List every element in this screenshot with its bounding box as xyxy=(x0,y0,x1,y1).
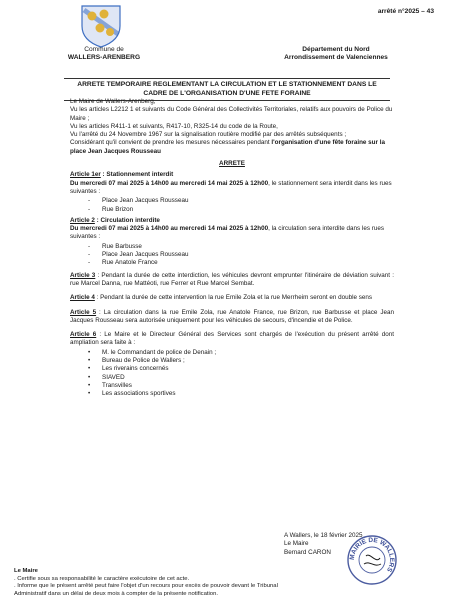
article-2-street-list xyxy=(70,243,394,268)
footer-line-1: . Certifie sous sa responsabilité le caractère exécutoire de cet acte. xyxy=(14,575,190,582)
article-3 xyxy=(70,272,394,289)
preamble-considering-text: Considérant qu'il convient de prendre les mesures nécessaires pendant xyxy=(70,139,272,147)
list-item: • Bureau de Police de Wallers ; xyxy=(88,357,394,365)
commune-label: Commune de xyxy=(84,46,124,53)
preamble-considering-bold: l'organisation d'une fête foraine sur la place Jean Jacques Rousseau xyxy=(70,139,385,155)
article-1-heading xyxy=(70,171,394,179)
list-item: • Les associations sportives xyxy=(88,390,394,398)
preamble-mayor: Le Maire de Wallers-Arenberg, xyxy=(70,98,156,105)
department-name: Département du Nord xyxy=(302,46,370,53)
preamble-arrete-1967: Vu l'arrêté du 24 Novembre 1967 sur la signalisation routière modifié par des arrêtés subséquents ; xyxy=(70,131,347,139)
footer-line-2: . Informe que le présent arrêté peut faire l'objet d'un recours pour excès de pouvoir devant le Tribunal xyxy=(14,583,278,590)
article-4-text: : Pendant la durée de cette intervention la rue Emile Zola et la rue Merrheim seront en double sens xyxy=(94,294,373,302)
article-5-label: Article 5 xyxy=(70,308,97,316)
article-3-label: Article 3 xyxy=(70,271,96,279)
article-6 xyxy=(70,331,394,348)
legal-footer xyxy=(14,568,394,598)
article-1-body: , le stationnement sera interdit dans les rues suivantes : xyxy=(70,179,392,195)
stamp-text: MAIRIE DE WALLERS xyxy=(348,536,396,573)
article-1-dates: Du mercredi 07 mai 2025 à 14h00 au mercredi 14 mai 2025 à 12h00 xyxy=(70,179,269,187)
article-2-heading xyxy=(70,217,394,225)
article-1-text xyxy=(70,180,394,197)
signature-name: Bernard CARON xyxy=(284,548,331,556)
preamble-cgct: Vu les articles L2212 1 et suivants du Code Général des Collectivités Territoriales, relatifs aux pouvoirs de Police du Maire ; xyxy=(70,106,393,122)
article-2-body: , la circulation sera interdite dans les rues suivantes : xyxy=(70,225,384,241)
article-2-label: Article 2 xyxy=(70,216,95,224)
coat-of-arms-icon xyxy=(78,4,124,48)
article-6-recipient-list xyxy=(70,349,394,399)
article-4-label: Article 4 xyxy=(70,294,95,302)
list-item: - Place Jean Jacques Rousseau xyxy=(88,251,394,259)
list-item: - Rue Barbusse xyxy=(88,243,394,251)
arrete-heading: ARRETE xyxy=(219,160,245,168)
article-2-title: : Circulation interdite xyxy=(94,216,160,224)
commune-name: WALLERS-ARENBERG xyxy=(67,54,141,62)
title-line-1: ARRETE TEMPORAIRE REGLEMENTANT LA CIRCULATION ET LE STATIONNEMENT DANS LE xyxy=(77,81,377,88)
list-item: - Rue Anatole France xyxy=(88,259,394,267)
preamble-considering xyxy=(70,139,394,156)
article-5 xyxy=(70,309,394,326)
article-1-title: : Stationnement interdit xyxy=(100,171,174,179)
article-4 xyxy=(70,294,394,302)
arrondissement-name: Arrondissement de Valenciennes xyxy=(284,54,388,62)
title-line-2: CADRE DE L'ORGANISATION D'UNE FETE FORAINE xyxy=(143,89,311,97)
preamble-code-route: Vu les articles R411-1 et suivants, R417-10, R325-14 du code de la Route, xyxy=(70,122,278,130)
article-6-text: : Le Maire et le Directeur Général des Services sont chargés de l'exécution du présent arrêté dont ampliation sera faite à : xyxy=(70,331,394,347)
commune-block xyxy=(60,46,148,63)
article-3-text: : Pendant la durée de cette interdiction, les véhicules devront emprunter l'itinéraire de déviation suivant : rue Marcel Danna, rue Mattéoti, rue Ferrer et Rue Marcel Sembat. xyxy=(70,271,394,287)
list-item: • Les riverains concernés xyxy=(88,365,394,373)
document-body xyxy=(70,98,394,401)
article-1-street-list xyxy=(70,197,394,214)
list-item: - Rue Brizon xyxy=(88,206,394,214)
article-5-text: : La circulation dans la rue Emile Zola, rue Anatole France, rue Brizon, rue Barbusse et place Jean Jacques Rousseau sera autorisée uniquement pour les véhicules de secours, d'incendie et de Police. xyxy=(70,308,394,324)
arrete-number: arrêté n°2025 – 43 xyxy=(377,8,434,15)
list-item: • SIAVED xyxy=(88,374,394,382)
footer-line-3: Administratif dans un délai de deux mois à compter de la présente notification. xyxy=(14,590,218,597)
list-item: • M. le Commandant de police de Denain ; xyxy=(88,349,394,357)
list-item: • Transvilles xyxy=(88,382,394,390)
signature-place-date: A Wallers, le 18 février 2025 xyxy=(284,532,363,539)
article-6-label: Article 6 xyxy=(70,331,97,339)
article-2-dates: Du mercredi 07 mai 2025 à 14h00 au mercredi 14 mai 2025 à 12h00 xyxy=(70,225,269,233)
footer-head: Le Maire xyxy=(14,568,38,574)
department-block xyxy=(262,46,410,63)
list-item: - Place Jean Jacques Rousseau xyxy=(88,197,394,205)
article-2-text xyxy=(70,225,394,242)
article-1-label: Article 1er xyxy=(70,171,101,179)
signature-role: Le Maire xyxy=(284,540,309,548)
